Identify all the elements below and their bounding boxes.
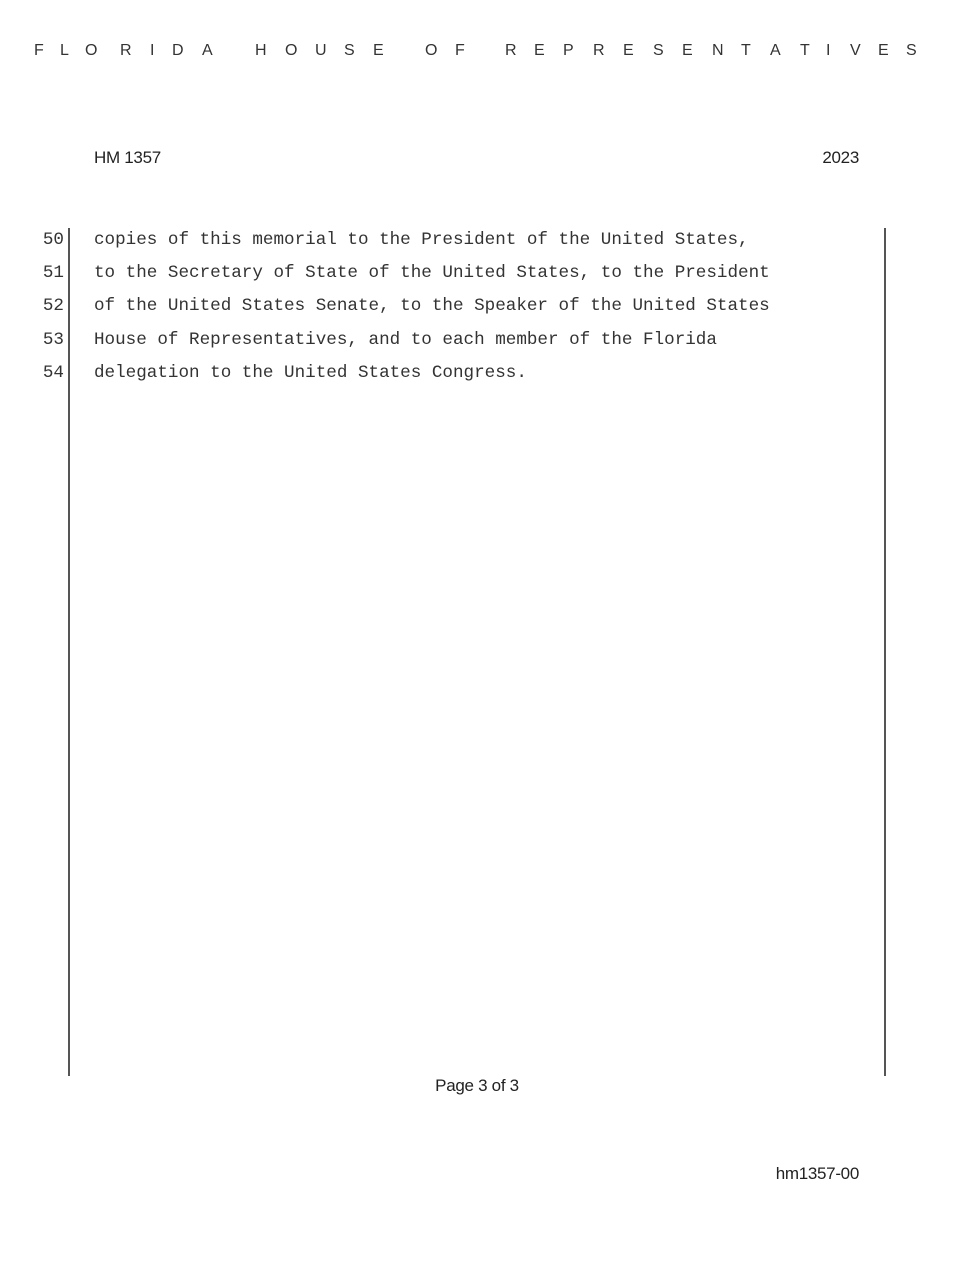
line-text: to the Secretary of State of the United States, to the President bbox=[94, 263, 770, 283]
line-number: 54 bbox=[42, 363, 64, 383]
masthead-letter: N bbox=[712, 42, 724, 59]
masthead-letter: E bbox=[682, 42, 693, 59]
masthead-letter: O bbox=[285, 42, 298, 59]
line-number: 53 bbox=[42, 330, 64, 350]
document-code: hm1357-00 bbox=[775, 1164, 859, 1183]
masthead-letter: R bbox=[593, 42, 605, 59]
line-number: 50 bbox=[42, 230, 64, 250]
masthead-letter: S bbox=[906, 42, 917, 59]
masthead-letter: F bbox=[455, 42, 465, 59]
line-text: of the United States Senate, to the Speaker of the United States bbox=[94, 296, 770, 316]
masthead-letter: E bbox=[534, 42, 545, 59]
masthead-letter: T bbox=[741, 42, 751, 59]
masthead-letter: I bbox=[826, 42, 831, 59]
masthead-letter: H bbox=[255, 42, 267, 59]
text-line bbox=[0, 289, 954, 323]
page-number: Page 3 of 3 bbox=[435, 1076, 519, 1095]
masthead-letter: O bbox=[425, 42, 438, 59]
line-number: 52 bbox=[42, 296, 64, 316]
masthead-letter: D bbox=[172, 42, 184, 59]
bill-number: HM 1357 bbox=[94, 148, 161, 167]
masthead-letter: A bbox=[202, 42, 213, 59]
masthead-letter: E bbox=[623, 42, 634, 59]
masthead-letter: E bbox=[878, 42, 889, 59]
masthead-letter: R bbox=[505, 42, 517, 59]
masthead-letter: L bbox=[60, 42, 69, 59]
masthead-letter: O bbox=[85, 42, 98, 59]
masthead-letter: S bbox=[653, 42, 664, 59]
line-text: copies of this memorial to the President of the United States, bbox=[94, 230, 749, 250]
line-text: House of Representatives, and to each member of the Florida bbox=[94, 330, 717, 350]
line-number: 51 bbox=[42, 263, 64, 283]
line-text: delegation to the United States Congress. bbox=[94, 363, 527, 383]
masthead bbox=[0, 38, 954, 64]
masthead-letter: R bbox=[120, 42, 132, 59]
masthead-letter: I bbox=[150, 42, 155, 59]
masthead-letter: F bbox=[34, 42, 44, 59]
masthead-letter: U bbox=[315, 42, 327, 59]
masthead-letter: S bbox=[344, 42, 355, 59]
masthead-letter: T bbox=[800, 42, 810, 59]
text-line bbox=[0, 223, 954, 257]
text-line bbox=[0, 323, 954, 357]
text-line bbox=[0, 356, 954, 390]
masthead-letter: P bbox=[563, 42, 574, 59]
bill-year: 2023 bbox=[822, 148, 859, 167]
masthead-letter: A bbox=[770, 42, 781, 59]
masthead-letter: V bbox=[850, 42, 861, 59]
text-line bbox=[0, 256, 954, 290]
masthead-letter: E bbox=[373, 42, 384, 59]
